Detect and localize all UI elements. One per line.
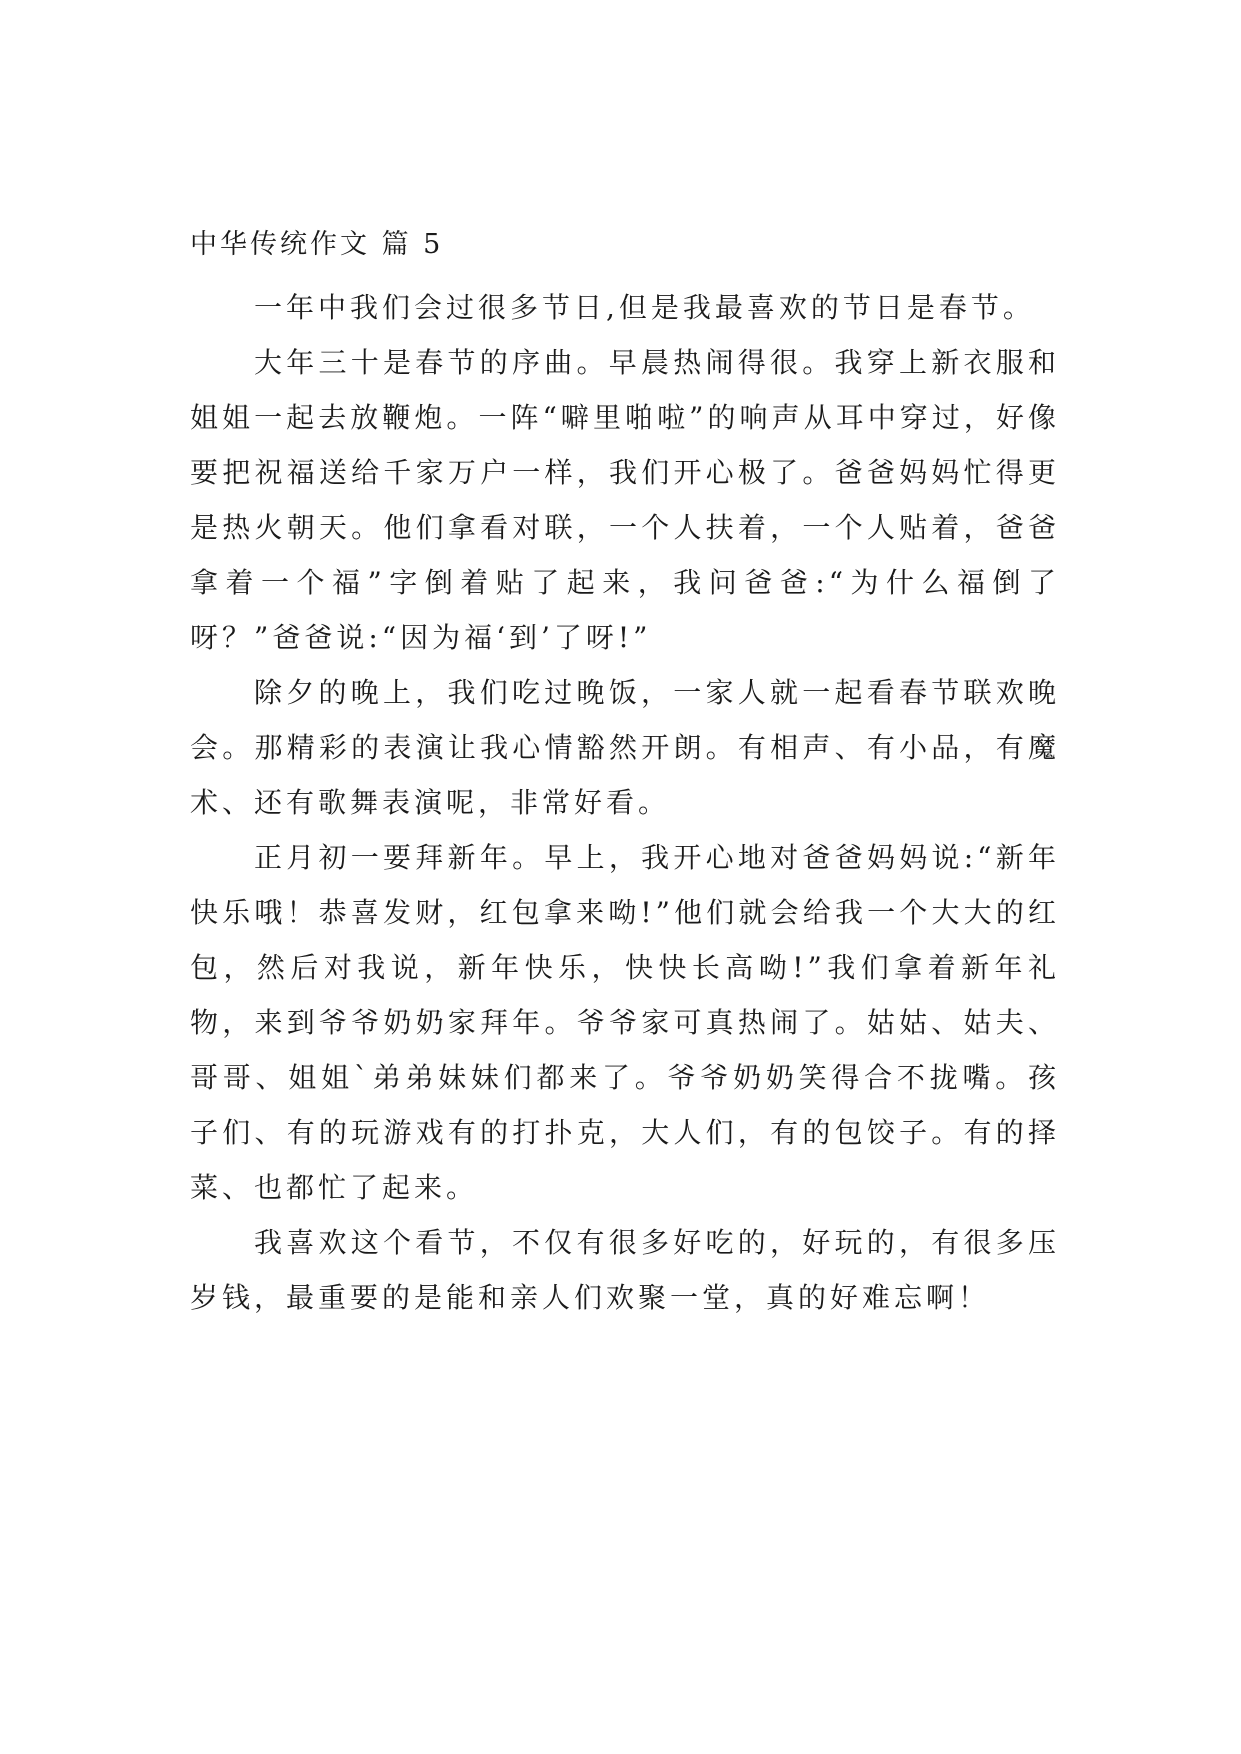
paragraph-1: 一年中我们会过很多节日,但是我最喜欢的节日是春节。	[254, 291, 1035, 324]
paragraph-4: 正月初一要拜新年。早上，我开心地对爸爸妈妈说:“新年快乐哦！恭喜发财，红包拿来呦!”他们就会给我一个大大的红包，然后对我说，新年快乐，快快长高呦!”我们拿着新年礼物，来到爷爷奶奶家拜年。爷爷家可真热闹了。姑姑、姑夫、哥哥、姐姐`弟弟妹妹们都来了。爷爷奶奶笑得合不拢嘴。孩子们、有的玩游戏有的打扑克，大人们，有的包饺子。有的择菜、也都忙了起来。	[190, 841, 1060, 1204]
paragraph-5: 我喜欢这个看节，不仅有很多好吃的，好玩的，有很多压岁钱，最重要的是能和亲人们欢聚一堂，真的好难忘啊！	[190, 1226, 1060, 1314]
paragraph-3: 除夕的晚上，我们吃过晚饭，一家人就一起看春节联欢晚会。那精彩的表演让我心情豁然开朗。有相声、有小品，有魔术、还有歌舞表演呢，非常好看。	[190, 676, 1060, 819]
document-body	[190, 280, 1060, 1325]
paragraph-2: 大年三十是春节的序曲。早晨热闹得很。我穿上新衣服和姐姐一起去放鞭炮。一阵“噼里啪啦”的响声从耳中穿过，好像要把祝福送给千家万户一样，我们开心极了。爸爸妈妈忙得更是热火朝天。他们拿看对联，一个人扶着，一个人贴着，爸爸拿着一个福”字倒着贴了起来，我问爸爸:“为什么福倒了呀？”爸爸说:“因为福‘到’了呀!”	[190, 346, 1060, 654]
document-title: 中华传统作文 篇 5	[190, 229, 444, 260]
